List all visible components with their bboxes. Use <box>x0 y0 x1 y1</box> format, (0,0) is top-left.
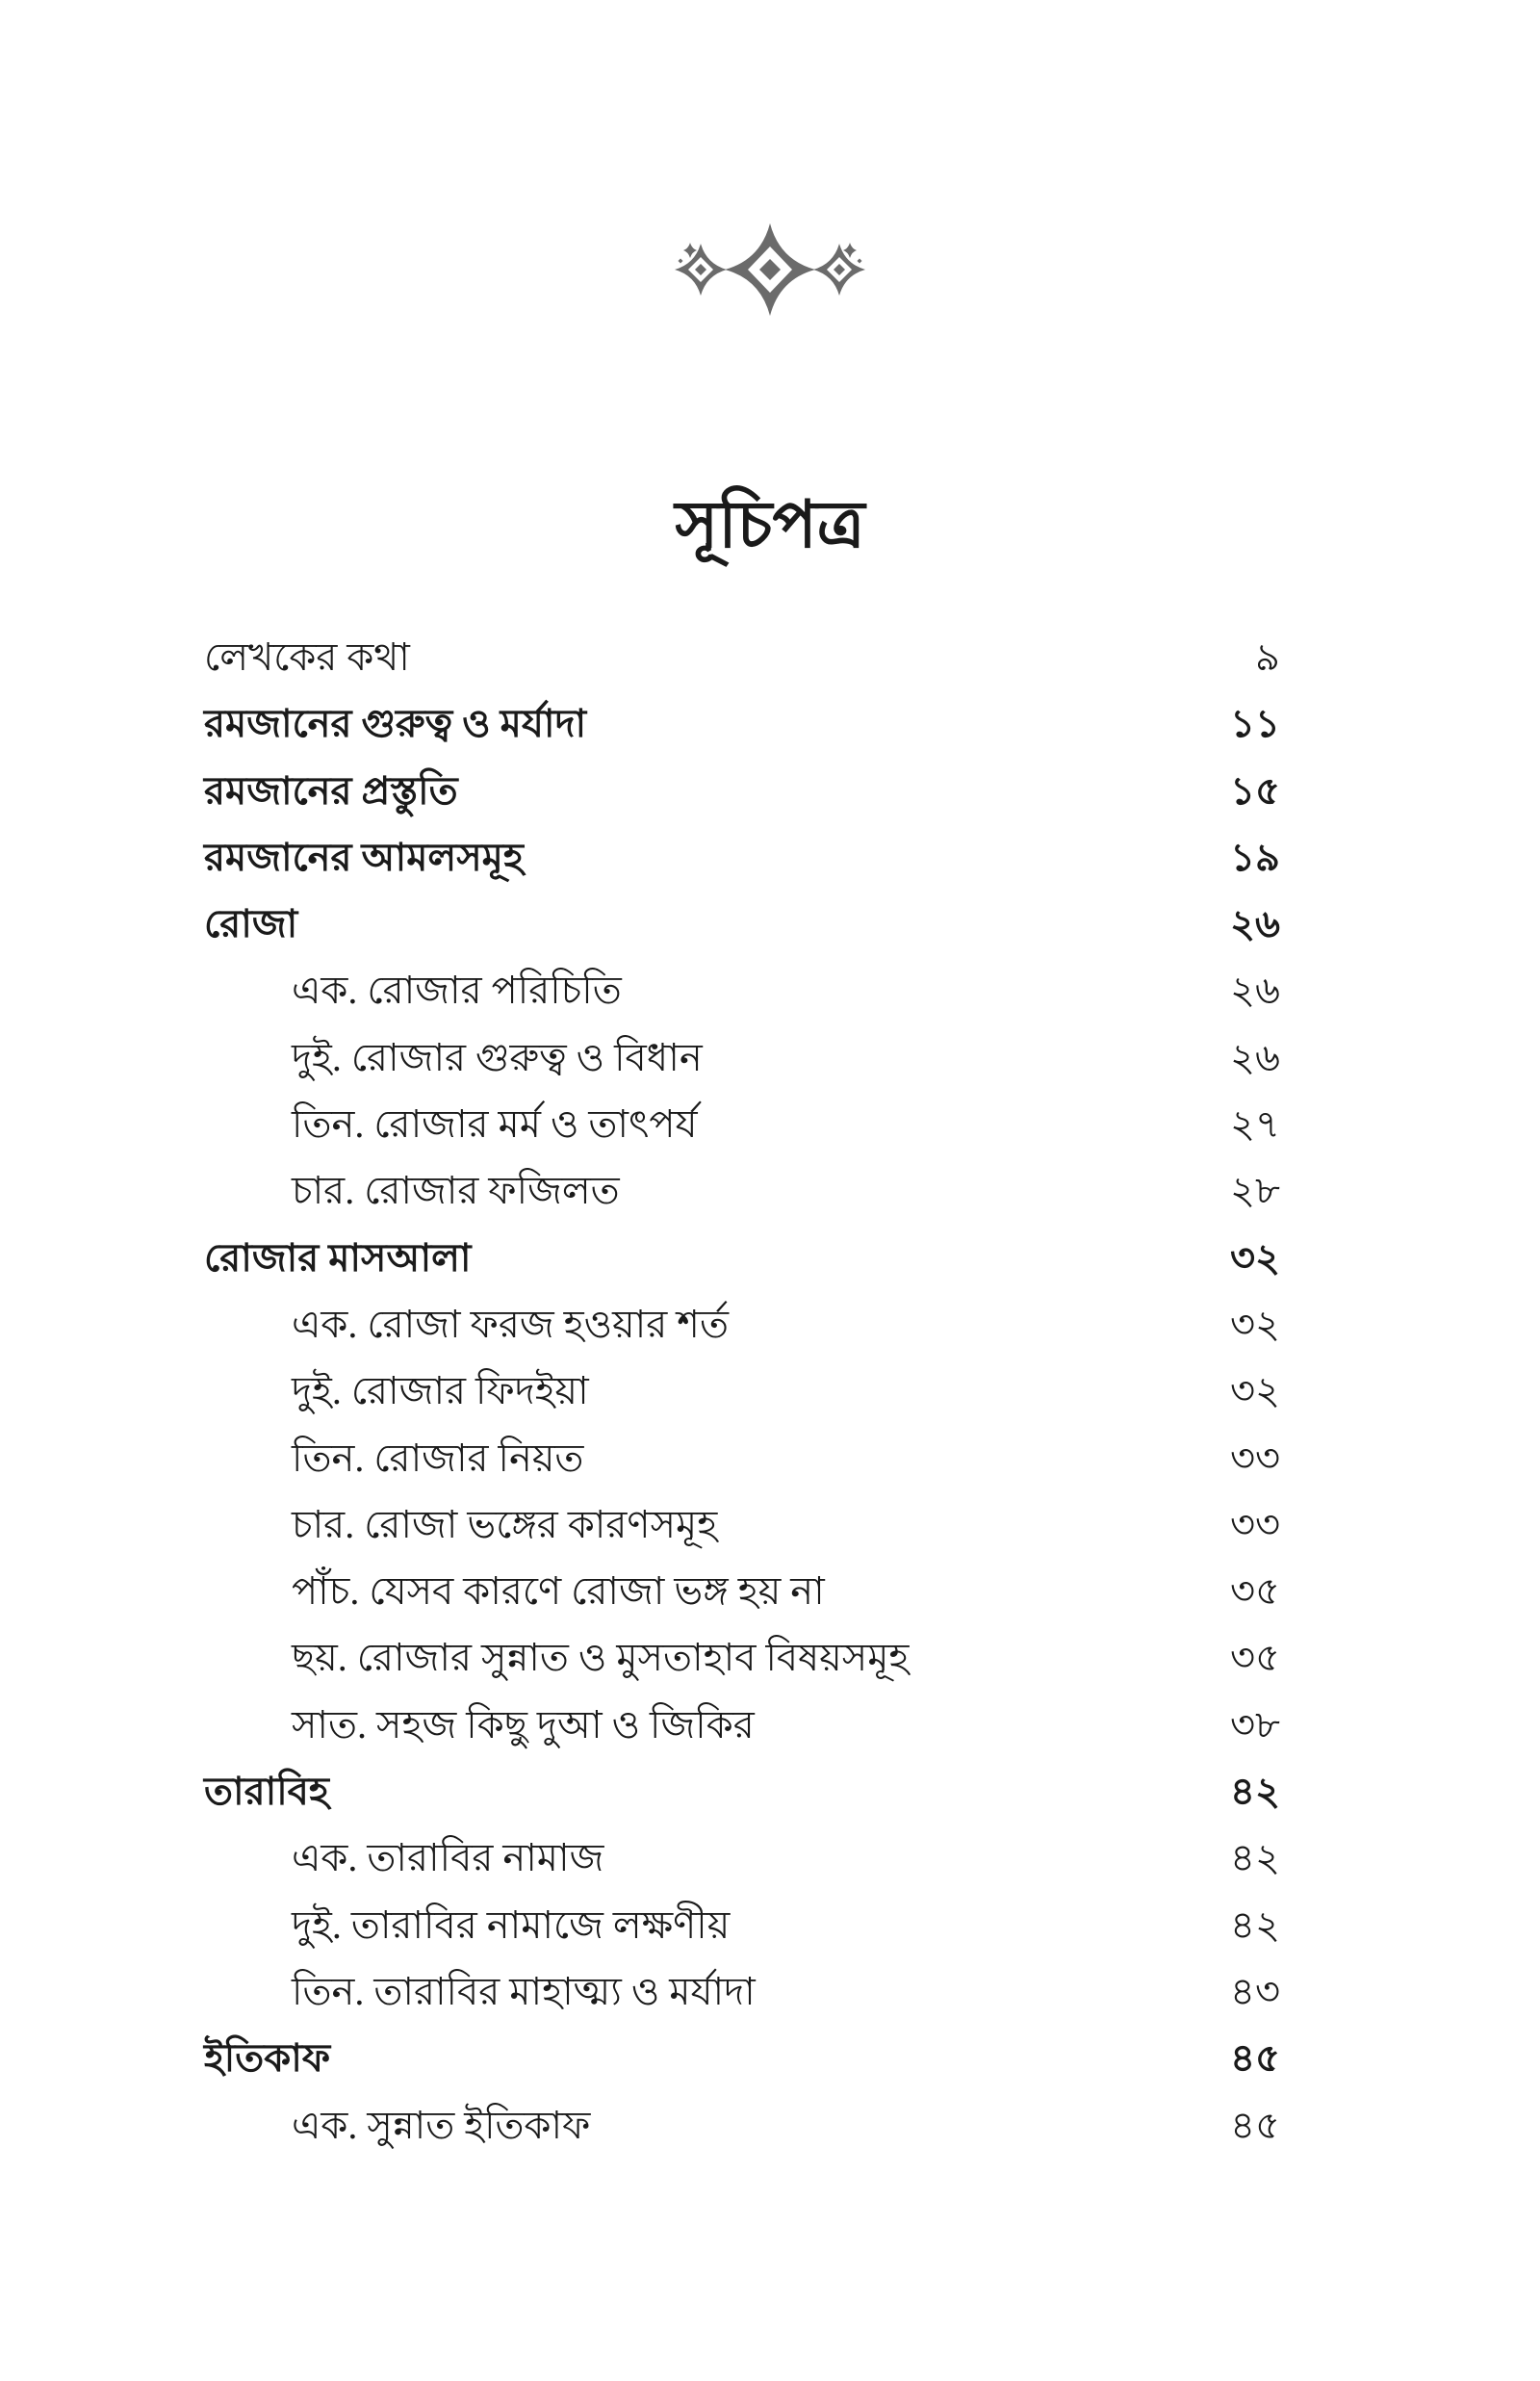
toc-entry-label: রমজানের আমলসমূহ <box>204 835 524 879</box>
toc-entry-page: ৩২ <box>1229 1235 1280 1280</box>
toc-entry-page: ৪৩ <box>1230 1969 1280 2013</box>
toc-entry <box>204 1558 1280 1624</box>
toc-entry-page: ৪২ <box>1230 1770 1280 1814</box>
toc-entry-label: ছয়. রোজার সুন্নাত ও মুসতাহাব বিষয়সমূহ <box>292 1636 910 1680</box>
toc-entry <box>204 758 1280 824</box>
toc-entry-label: রোজা <box>204 902 298 946</box>
toc-entry-page: ২৬ <box>1229 902 1280 946</box>
toc-entry-label: দুই. রোজার গুরুত্ব ও বিধান <box>292 1035 703 1079</box>
toc-entry <box>204 957 1280 1023</box>
toc-entry-label: পাঁচ. যেসব কারণে রোজা ভঙ্গ হয় না <box>292 1569 825 1614</box>
toc-entry-label: ইতিকাফ <box>204 2036 331 2081</box>
toc-entry-label: এক. তারাবির নামাজ <box>292 1836 604 1880</box>
toc-entry-page: ৪৫ <box>1230 2036 1280 2081</box>
toc-entry-page: ৩৮ <box>1230 1702 1280 1747</box>
toc-entry <box>204 2092 1280 2159</box>
toc-entry <box>204 1491 1280 1558</box>
toc-entry <box>204 1425 1280 1491</box>
toc-entry-label: তিন. রোজার মর্ম ও তাৎপর্য <box>292 1102 698 1147</box>
toc-entry-label: এক. সুন্নাত ইতিকাফ <box>292 2103 591 2147</box>
toc-entry-page: ৩৫ <box>1230 1636 1280 1680</box>
toc-entry-label: চার. রোজার ফজিলত <box>292 1169 620 1213</box>
toc-entry <box>204 824 1280 891</box>
toc-entry-label: এক. রোজার পরিচিতি <box>292 969 622 1013</box>
toc-entry-page: ৪২ <box>1230 1836 1280 1880</box>
toc-entry-label: তিন. তারাবির মাহাত্ম্য ও মর্যাদা <box>292 1969 756 2013</box>
toc-entry <box>204 624 1280 690</box>
toc-entry-label: চার. রোজা ভঙ্গের কারণসমূহ <box>292 1502 718 1546</box>
toc-entry-label: দুই. তারাবির নামাজে লক্ষণীয় <box>292 1902 731 1947</box>
toc-entry-page: ৪২ <box>1230 1902 1280 1947</box>
sparkle-ornament-icon <box>669 219 871 324</box>
toc-entry <box>204 1225 1280 1291</box>
toc-entry <box>204 1892 1280 1958</box>
toc-entry <box>204 1825 1280 1891</box>
toc-entry-label: লেখকের কথা <box>204 635 410 679</box>
toc-entry <box>204 1624 1280 1691</box>
toc-entry-page: ২৬ <box>1229 969 1280 1013</box>
toc-entry-page: ২৭ <box>1229 1102 1280 1147</box>
toc-entry <box>204 2025 1280 2091</box>
toc-entry <box>204 1692 1280 1758</box>
toc-entry-page: ১৯ <box>1230 835 1280 879</box>
toc-entry-page: ৪৫ <box>1230 2103 1280 2147</box>
toc-entry <box>204 1091 1280 1157</box>
toc-entry-label: তিন. রোজার নিয়ত <box>292 1436 584 1480</box>
toc-entry <box>204 1024 1280 1091</box>
toc-entry-label: রমজানের গুরুত্ব ও মর্যাদা <box>204 702 587 746</box>
toc-entry-page: ২৬ <box>1229 1035 1280 1079</box>
toc-entry-page: ৩৩ <box>1229 1436 1280 1480</box>
toc-entry-page: ৩৩ <box>1229 1502 1280 1546</box>
toc-entry-label: সাত. সহজ কিছু দুআ ও জিকির <box>292 1702 755 1747</box>
page-title: সূচিপত্র <box>675 488 865 561</box>
toc-entry-label: দুই. রোজার ফিদইয়া <box>292 1369 589 1413</box>
toc-entry-label: তারাবিহ <box>204 1770 329 1814</box>
toc-entry <box>204 891 1280 957</box>
toc-entry-page: ৩২ <box>1229 1369 1280 1413</box>
toc-entry <box>204 1157 1280 1224</box>
toc-entry <box>204 1291 1280 1358</box>
toc-entry <box>204 690 1280 757</box>
toc-entry <box>204 1358 1280 1424</box>
toc-entry-page: ২৮ <box>1230 1169 1280 1213</box>
toc-entry-page: ১১ <box>1230 702 1280 746</box>
toc-entry <box>204 1758 1280 1825</box>
toc-list <box>204 624 1280 2159</box>
toc-entry <box>204 1958 1280 2025</box>
toc-entry-page: ৯ <box>1255 635 1280 679</box>
toc-entry-page: ৩২ <box>1229 1302 1280 1346</box>
toc-entry-page: ৩৫ <box>1230 1569 1280 1614</box>
toc-entry-label: এক. রোজা ফরজ হওয়ার শর্ত <box>292 1302 729 1346</box>
toc-entry-page: ১৫ <box>1230 768 1280 813</box>
toc-entry-label: রোজার মাসআলা <box>204 1235 472 1280</box>
toc-entry-label: রমজানের প্রস্তুতি <box>204 768 458 813</box>
